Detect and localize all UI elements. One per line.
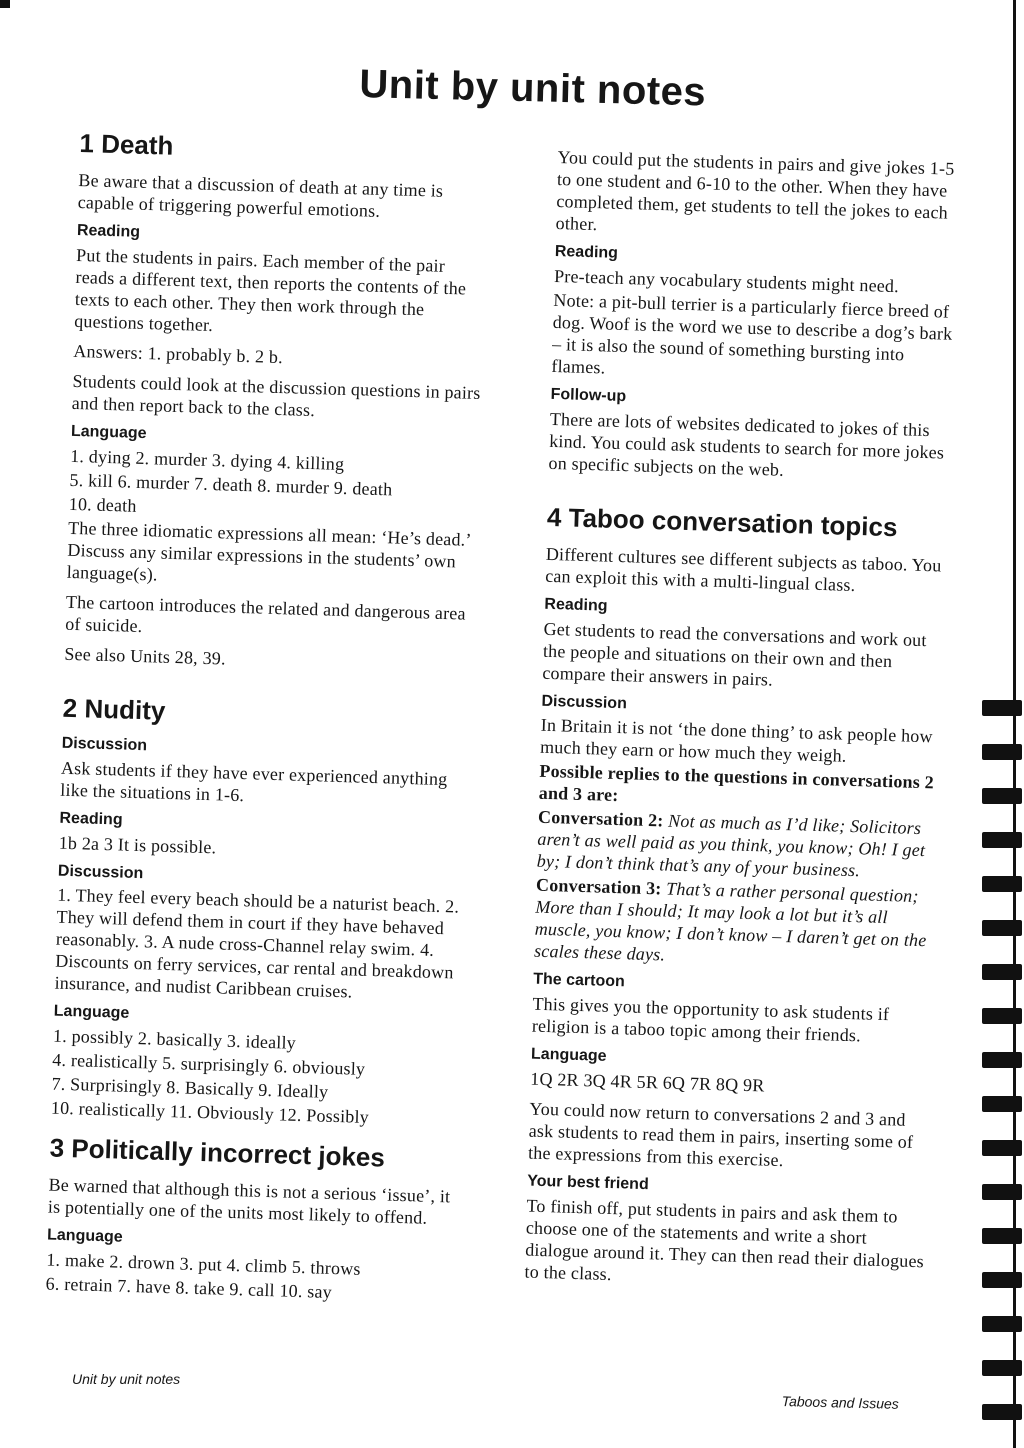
spiral-ring xyxy=(982,1184,1022,1200)
unit-3-reading-text: Pre-teach any vocabulary students might need. xyxy=(553,265,900,296)
unit-1-language-heading: Language xyxy=(70,422,147,443)
spiral-ring xyxy=(982,876,1022,892)
spiral-ring xyxy=(982,964,1022,980)
unit-2-discussion2-heading: Discussion xyxy=(57,862,144,882)
spiral-ring xyxy=(982,1096,1022,1112)
spiral-binding xyxy=(976,0,1024,1448)
unit-1-death xyxy=(64,128,490,677)
unit-2-language-line: 4. realistically 5. surprisingly 6. obviously xyxy=(52,1049,366,1080)
spiral-ring xyxy=(982,1404,1022,1420)
unit-2-reading-text: 1b 2a 3 It is possible. xyxy=(58,832,217,857)
unit-4-return-text: You could now return to conversations 2 and 3 and ask students to read them in pairs, inserting some of the expressions from this exercise. xyxy=(527,1098,914,1171)
unit-1-intro: Be aware that a discussion of death at any time is capable of triggering powerful emotions. xyxy=(77,170,444,222)
unit-1-reading-text: Put the students in pairs. Each member of the pair reads a different text, then reports the contents of the texts to each other. They then work through the questions together. xyxy=(73,244,467,336)
unit-1-idioms-text: The three idiomatic expressions all mean: ‘He’s dead.’ Discuss any similar expressions in the students’ own language(s). xyxy=(66,517,471,585)
spiral-ring xyxy=(982,920,1022,936)
unit-2-discussion2-text: 1. They feel every beach should be a naturist beach. 2. They will defend them in court if they have behaved reasonably. 3. A nude cross-Channel relay swim. 4. Discounts on ferry services, car rental and breakdown insurance, and nudist Caribbean cruises. xyxy=(54,885,460,1002)
spiral-ring xyxy=(982,832,1022,848)
unit-3-heading: 3 Politically incorrect jokes xyxy=(49,1132,386,1173)
unit-3-pairs-text: You could put the students in pairs and give jokes 1-5 to one student and 6-10 to the other. When they have completed them, get students to tell the jokes to each other. xyxy=(555,146,955,235)
unit-4-cartoon-text: This gives you the opportunity to ask students if religion is a taboo topic among their friends. xyxy=(531,993,890,1046)
unit-1-see-also: See also Units 28, 39. xyxy=(64,643,227,669)
spiral-ring xyxy=(982,1316,1022,1332)
unit-4-replies-intro: Possible replies to the questions in conversations 2 and 3 are: xyxy=(538,761,935,806)
footer-left: Unit by unit notes xyxy=(72,1371,181,1387)
page-title: Unit by unit notes xyxy=(358,62,707,115)
unit-4-conversation-3 xyxy=(534,874,941,974)
spiral-ring xyxy=(982,1008,1022,1024)
unit-4-best-friend-text: To finish off, put students in pairs and ask them to choose one of the statements and write a short dialogue around it. They can then read their dialogues to the class. xyxy=(524,1195,925,1284)
unit-4-discussion-heading: Discussion xyxy=(541,692,628,712)
unit-1-cartoon-text: The cartoon introduces the related and dangerous area of suicide. xyxy=(64,591,466,636)
unit-1-reading-heading: Reading xyxy=(76,222,141,242)
unit-3-intro: Be warned that although this is not a serious ‘issue’, it is potentially one of the units most likely to offend. xyxy=(47,1174,451,1229)
spiral-ring xyxy=(982,700,1022,716)
unit-3-followup-heading: Follow-up xyxy=(550,385,627,405)
unit-4-heading: 4 Taboo conversation topics xyxy=(546,501,898,542)
unit-3-note-text: Note: a pit-bull terrier is a particularly fierce breed of dog. Woof is the word we use to describe a dog’s bark – it is also the sound of something bursting into flames. xyxy=(551,289,953,378)
spiral-ring xyxy=(982,1272,1022,1288)
unit-4-discussion-text: In Britain it is not ‘the done thing’ to ask people how much they earn or how much they weigh. xyxy=(539,715,934,767)
unit-2-language-line: 10. realistically 11. Obviously 12. Possibly xyxy=(50,1097,370,1128)
unit-3-continued xyxy=(548,146,963,485)
unit-1-heading: 1 Death xyxy=(79,128,174,161)
unit-3-language-heading: Language xyxy=(46,1226,123,1247)
unit-1-answers: Answers: 1. probably b. 2 b. xyxy=(73,340,284,368)
spiral-ring xyxy=(982,1052,1022,1068)
conversation-3-text: That’s a rather personal question; More than I should; It may look a lot but it’s all muscle, you know; I don’t know – I daren’t get on the scales these days. xyxy=(533,878,927,965)
unit-1-language-line: 5. kill 6. murder 7. death 8. murder 9. death xyxy=(69,469,393,500)
unit-4-language-answers: 1Q 2R 3Q 4R 5R 6Q 7R 8Q 9R xyxy=(530,1068,765,1096)
unit-4-reading-text: Get students to read the conversations and work out the people and situations on their own and then compare their answers in pairs. xyxy=(542,618,927,690)
spiral-ring xyxy=(982,1360,1022,1376)
unit-2-nudity xyxy=(51,693,473,1131)
unit-2-heading: 2 Nudity xyxy=(62,692,166,726)
unit-2-discussion-text: Ask students if they have ever experienced anything like the situations in 1-6. xyxy=(60,757,448,805)
unit-4-cartoon-heading: The cartoon xyxy=(533,971,626,991)
right-column xyxy=(524,146,963,1302)
unit-1-language-line: 1. dying 2. murder 3. dying 4. killing xyxy=(69,445,345,474)
left-column xyxy=(45,128,490,1309)
unit-2-language-line: 1. possibly 2. basically 3. ideally xyxy=(52,1025,297,1053)
spiral-ring xyxy=(982,744,1022,760)
conversation-3-label: Conversation 3: xyxy=(535,875,662,899)
unit-3-reading-heading: Reading xyxy=(554,242,619,262)
conversation-2-label: Conversation 2: xyxy=(537,807,664,831)
unit-4-intro: Different cultures see different subjects as taboo. You can exploit this with a multi-lingual class. xyxy=(544,543,942,595)
unit-1-students-text: Students could look at the discussion questions in pairs and then report back to the class. xyxy=(71,370,481,421)
unit-4-taboo xyxy=(524,501,952,1294)
spiral-ring xyxy=(982,1140,1022,1156)
unit-4-language-heading: Language xyxy=(530,1045,607,1066)
unit-2-discussion-heading: Discussion xyxy=(61,734,148,755)
unit-4-reading-heading: Reading xyxy=(544,595,608,615)
unit-2-reading-heading: Reading xyxy=(59,809,123,829)
footer-right: Taboos and Issues xyxy=(781,1393,899,1412)
unit-4-best-friend-heading: Your best friend xyxy=(527,1172,649,1194)
unit-2-language-line: 7. Surprisingly 8. Basically 9. Ideally xyxy=(51,1073,329,1102)
spiral-ring xyxy=(982,1228,1022,1244)
unit-3-language-line: 6. retrain 7. have 8. take 9. call 10. say xyxy=(45,1273,333,1303)
scan-corner-mark xyxy=(0,0,10,8)
unit-3-jokes xyxy=(45,1133,460,1307)
unit-4-conversation-2 xyxy=(536,806,943,884)
spiral-ring xyxy=(982,788,1022,804)
unit-1-language-line: 10. death xyxy=(68,493,137,516)
unit-3-language-line: 1. make 2. drown 3. put 4. climb 5. throws xyxy=(46,1249,361,1279)
conversation-2-text: Not as much as I’d like; Solicitors aren’t as well paid as you think, you know; Oh! I get by; I don’t think that’s any of your business. xyxy=(536,810,926,881)
unit-3-followup-text: There are lots of websites dedicated to jokes of this kind. You could ask students to search for more jokes on specific subjects on the web. xyxy=(548,408,945,480)
unit-2-language-heading: Language xyxy=(53,1002,130,1023)
